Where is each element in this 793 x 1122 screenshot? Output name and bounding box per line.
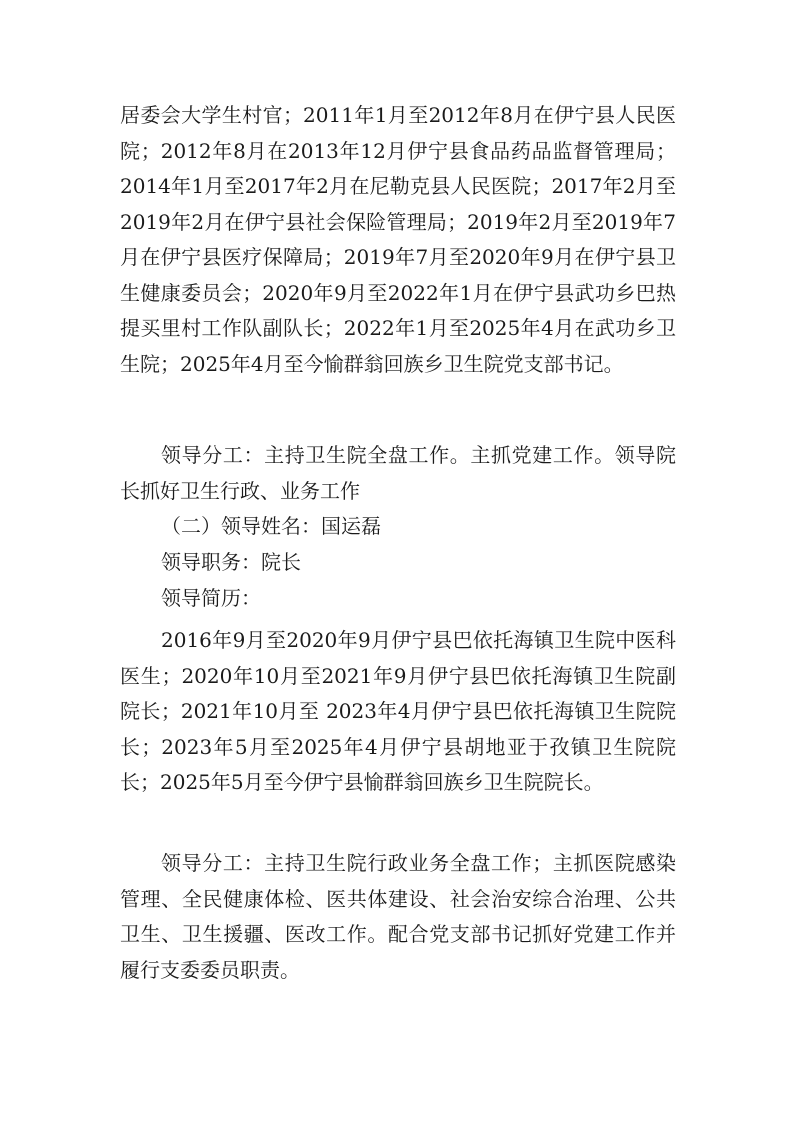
leader-duties-paragraph: 领导分工：主持卫生院全盘工作。主抓党建工作。领导院长抓好卫生行政、业务工作 xyxy=(120,443,676,503)
leader-position-line: 领导职务：院长 xyxy=(161,550,301,574)
resume-continuation-paragraph: 居委会大学生村官；2011年1月至2012年8月在伊宁县人民医院；2012年8月在2013年12月伊宁县食品药品监督管理局；2014年1月至2017年2月在尼勒克县人民医院；2017年2月至2019年2月在伊宁县社会保险管理局；2019年2月至2019年7月在伊宁县医疗保障局；2019年7月至2020年9月在伊宁县卫生健康委员会；2020年9月至2022年1月在伊宁县武功乡巴热提买里村工作队副队长；2022年1月至2025年4月在武功乡卫生院；2025年4月至今愉群翁回族乡卫生院党支部书记。 xyxy=(120,103,676,376)
leader-duties-paragraph-2: 领导分工：主持卫生院行政业务全盘工作；主抓医院感染管理、全民健康体检、医共体建设、社会治安综合治理、公共卫生、卫生援疆、医改工作。配合党支部书记抓好党建工作并履行支委委员职责。 xyxy=(120,851,676,982)
leader-name-heading: （二）领导姓名：国运磊 xyxy=(161,514,381,538)
leader-resume-paragraph: 2016年9月至2020年9月伊宁县巴依托海镇卫生院中医科医生；2020年10月至2021年9月伊宁县巴依托海镇卫生院副院长；2021年10月至 2023年4月伊宁县巴依托海镇卫生院院长；2023年5月至2025年4月伊宁县胡地亚于孜镇卫生院院长；2025年5月至今伊宁县愉群翁回族乡卫生院院长。 xyxy=(120,628,676,794)
leader-resume-label: 领导简历： xyxy=(161,586,261,610)
